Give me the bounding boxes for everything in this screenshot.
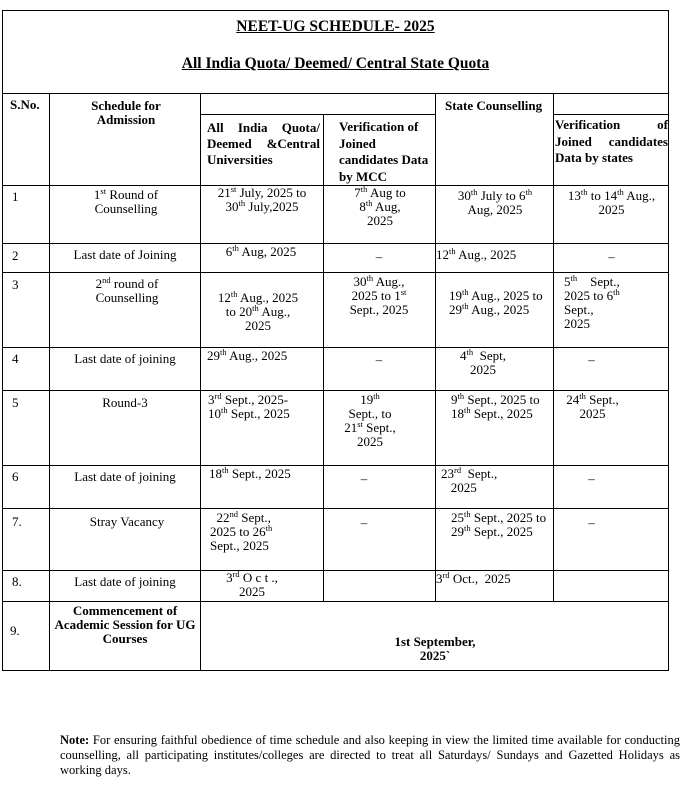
row-4-verify-states: – <box>588 352 595 367</box>
row-7-state: 25th Sept., 2025 to 29th Sept., 2025 <box>451 509 547 539</box>
row-1-verify-states: 13th to 14th Aug., 2025 <box>567 187 656 217</box>
col-header-verify-mcc: Verification of Joined candidates Data by MCC <box>339 119 429 184</box>
row-5-state: 9th Sept., 2025 to 18th Sept., 2025 <box>451 391 540 421</box>
row-3-verify-mcc: 30th Aug., 2025 to 1st Sept., 2025 <box>349 273 409 317</box>
col-header-state-counselling: State Counselling <box>445 98 543 113</box>
row-7-aiq: 22nd Sept., 2025 to 26th Sept., 2025 <box>210 509 273 553</box>
row-6-state: 23rd Sept., 2025 <box>441 465 498 495</box>
row-1-sno: 1 <box>12 189 19 204</box>
row-8-sno: 8. <box>12 574 22 589</box>
row-5-sno: 5 <box>12 395 19 410</box>
row-9-label: Commencement of Academic Session for UG Courses <box>54 603 196 646</box>
header-divider <box>200 114 435 115</box>
row-5-label: Round-3 <box>102 395 148 410</box>
row-4-sno: 4 <box>12 351 19 366</box>
row-2-label: Last date of Joining <box>73 247 177 262</box>
note-label: Note: <box>60 733 90 747</box>
col-header-verify-states: Verification of Joined candidates Data by states <box>555 117 668 165</box>
col-header-schedule: Schedule for Admission <box>91 98 161 127</box>
row-5-verify-states: 24th Sept., 2025 <box>566 391 619 421</box>
header-divider <box>553 114 669 115</box>
col-divider <box>323 114 324 601</box>
row-2-verify-mcc: – <box>375 249 383 264</box>
row-7-sno: 7. <box>12 514 22 529</box>
row-3-state: 19th Aug., 2025 to 29th Aug., 2025 <box>449 287 543 317</box>
row-divider <box>2 465 669 466</box>
row-1-aiq: 21st July, 2025 to 30th July,2025 <box>217 184 307 214</box>
row-7-verify-states: – <box>588 515 595 530</box>
col-divider <box>200 93 201 670</box>
row-6-sno: 6 <box>12 469 19 484</box>
row-divider <box>2 347 669 348</box>
row-3-label: 2nd round of Counselling <box>95 275 159 305</box>
row-6-aiq: 18th Sept., 2025 <box>209 465 291 481</box>
col-header-sno: S.No. <box>10 97 40 112</box>
row-7-verify-mcc: – <box>360 515 368 530</box>
row-2-verify-states: – <box>608 249 615 264</box>
row-3-sno: 3 <box>12 277 19 292</box>
row-5-aiq: 3rd Sept., 2025- 10th Sept., 2025 <box>208 391 290 421</box>
row-5-verify-mcc: 19th Sept., to 21st Sept., 2025 <box>344 391 396 449</box>
row-1-label: 1st Round of Counselling <box>93 186 159 216</box>
row-9-merged-date: 1st September, 2025` <box>394 634 476 663</box>
note-text: For ensuring faithful obedience of time schedule and also keeping in view the limited time available for conducting counselling, all participating institutes/colleges are directed to treat all Saturdays/ Sundays and Gazetted Holidays as working days. <box>60 733 681 777</box>
row-6-verify-states: – <box>588 471 595 486</box>
row-divider <box>2 390 669 391</box>
row-2-aiq: 6th Aug, 2025 <box>225 243 297 259</box>
row-divider <box>2 243 669 244</box>
row-8-aiq: 3rd O c t ., 2025 <box>226 569 278 599</box>
row-divider <box>2 508 669 509</box>
row-4-verify-mcc: – <box>375 352 383 367</box>
row-6-verify-mcc: – <box>360 471 368 486</box>
row-2-state: 12th Aug., 2025 <box>436 246 517 262</box>
page-subtitle: All India Quota/ Deemed/ Central State Quota <box>181 55 490 72</box>
row-7-label: Stray Vacancy <box>89 514 165 529</box>
row-divider <box>2 601 669 602</box>
page-title: NEET-UG SCHEDULE- 2025 <box>236 18 435 35</box>
row-4-state: 4th Sept, 2025 <box>460 347 506 377</box>
row-4-label: Last date of joining <box>74 351 176 366</box>
col-header-aiq: All India Quota/ Deemed &Central Universities <box>207 120 320 167</box>
row-4-aiq: 29th Aug., 2025 <box>207 347 288 363</box>
row-2-sno: 2 <box>12 248 19 263</box>
row-8-state: 3rd Oct., 2025 <box>436 570 511 586</box>
row-3-verify-states: 5th Sept., 2025 to 6th Sept., 2025 <box>564 273 620 331</box>
row-6-label: Last date of joining <box>74 469 176 484</box>
row-divider <box>2 272 669 273</box>
row-1-verify-mcc: 7th Aug to 8th Aug, 2025 <box>354 184 406 228</box>
col-divider <box>435 93 436 601</box>
table-top-border <box>2 93 669 94</box>
row-8-label: Last date of joining <box>74 574 176 589</box>
col-divider <box>49 93 50 670</box>
row-1-state: 30th July to 6th Aug, 2025 <box>457 187 533 217</box>
footer-note <box>60 733 680 778</box>
row-3-aiq: 12th Aug., 2025 to 20th Aug., 2025 <box>217 289 299 333</box>
row-9-sno: 9. <box>10 623 20 638</box>
row-divider <box>2 570 669 571</box>
